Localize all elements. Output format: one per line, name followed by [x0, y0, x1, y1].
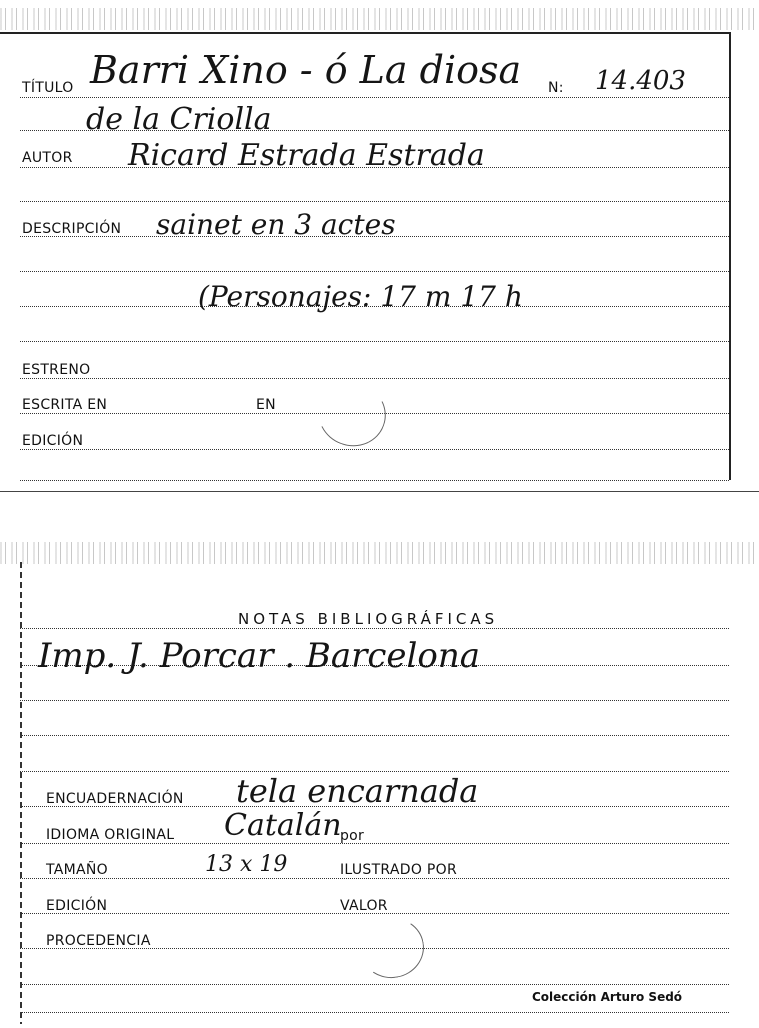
- rule-line: [20, 878, 729, 879]
- label-edicion: EDICIÓN: [46, 898, 108, 914]
- handwritten-printer: Imp. J. Porcar . Barcelona: [38, 636, 481, 676]
- rule-line: [20, 449, 729, 450]
- label-estreno: ESTRENO: [22, 362, 91, 378]
- rule-line: [20, 201, 729, 202]
- card-bottom-edge: [0, 491, 759, 492]
- card-top-border: [0, 32, 731, 34]
- handwritten-author: Ricard Estrada Estrada: [128, 138, 485, 173]
- handwritten-language: Catalán: [224, 808, 342, 843]
- scan-noise-top: [0, 542, 759, 564]
- rule-line: [20, 735, 729, 736]
- rule-line: [20, 97, 729, 98]
- rule-line: [20, 271, 729, 272]
- rule-line: [20, 843, 729, 844]
- rule-line: [20, 628, 729, 629]
- handwritten-size: 13 x 19: [205, 852, 288, 877]
- label-idioma-original: IDIOMA ORIGINAL: [46, 827, 175, 843]
- rule-line: [20, 700, 729, 701]
- label-ilustrado-por: ILUSTRADO POR: [340, 862, 457, 878]
- label-edicion: EDICIÓN: [22, 433, 84, 449]
- rule-line: [20, 1012, 729, 1013]
- label-titulo: TÍTULO: [22, 80, 74, 96]
- label-tamano: TAMAÑO: [46, 862, 108, 878]
- handwritten-description: sainet en 3 actes: [156, 208, 396, 241]
- label-escrita-en: ESCRITA EN: [22, 397, 108, 413]
- punch-hole-mark: [309, 372, 395, 455]
- handwritten-title-line1: Barri Xino - ó La diosa: [90, 48, 522, 92]
- label-autor: AUTOR: [22, 150, 73, 166]
- label-numero: N:: [548, 80, 564, 96]
- handwritten-binding: tela encarnada: [236, 772, 479, 810]
- rule-line: [20, 984, 729, 985]
- label-procedencia: PROCEDENCIA: [46, 933, 151, 949]
- rule-line: [20, 378, 729, 379]
- rule-line: [20, 480, 729, 481]
- catalog-card-back: [0, 540, 759, 1028]
- punch-hole-mark: [355, 913, 428, 983]
- collection-footer: Colección Arturo Sedó: [532, 990, 683, 1004]
- catalog-card-front: [0, 0, 759, 492]
- label-valor: VALOR: [340, 898, 388, 914]
- handwritten-title-line2: de la Criolla: [86, 102, 272, 137]
- label-en: EN: [256, 397, 276, 413]
- handwritten-catalog-number: 14.403: [595, 66, 686, 96]
- card-right-border: [729, 32, 731, 480]
- label-descripcion: DESCRIPCIÓN: [22, 221, 122, 237]
- label-encuadernacion: ENCUADERNACIÓN: [46, 791, 184, 807]
- label-por: por: [340, 828, 365, 844]
- scan-noise-top: [0, 8, 759, 30]
- rule-line: [20, 341, 729, 342]
- card-left-border: [20, 562, 22, 1024]
- handwritten-characters: (Personajes: 17 m 17 h: [198, 280, 523, 313]
- notes-header: NOTAS BIBLIOGRÁFICAS: [238, 610, 499, 628]
